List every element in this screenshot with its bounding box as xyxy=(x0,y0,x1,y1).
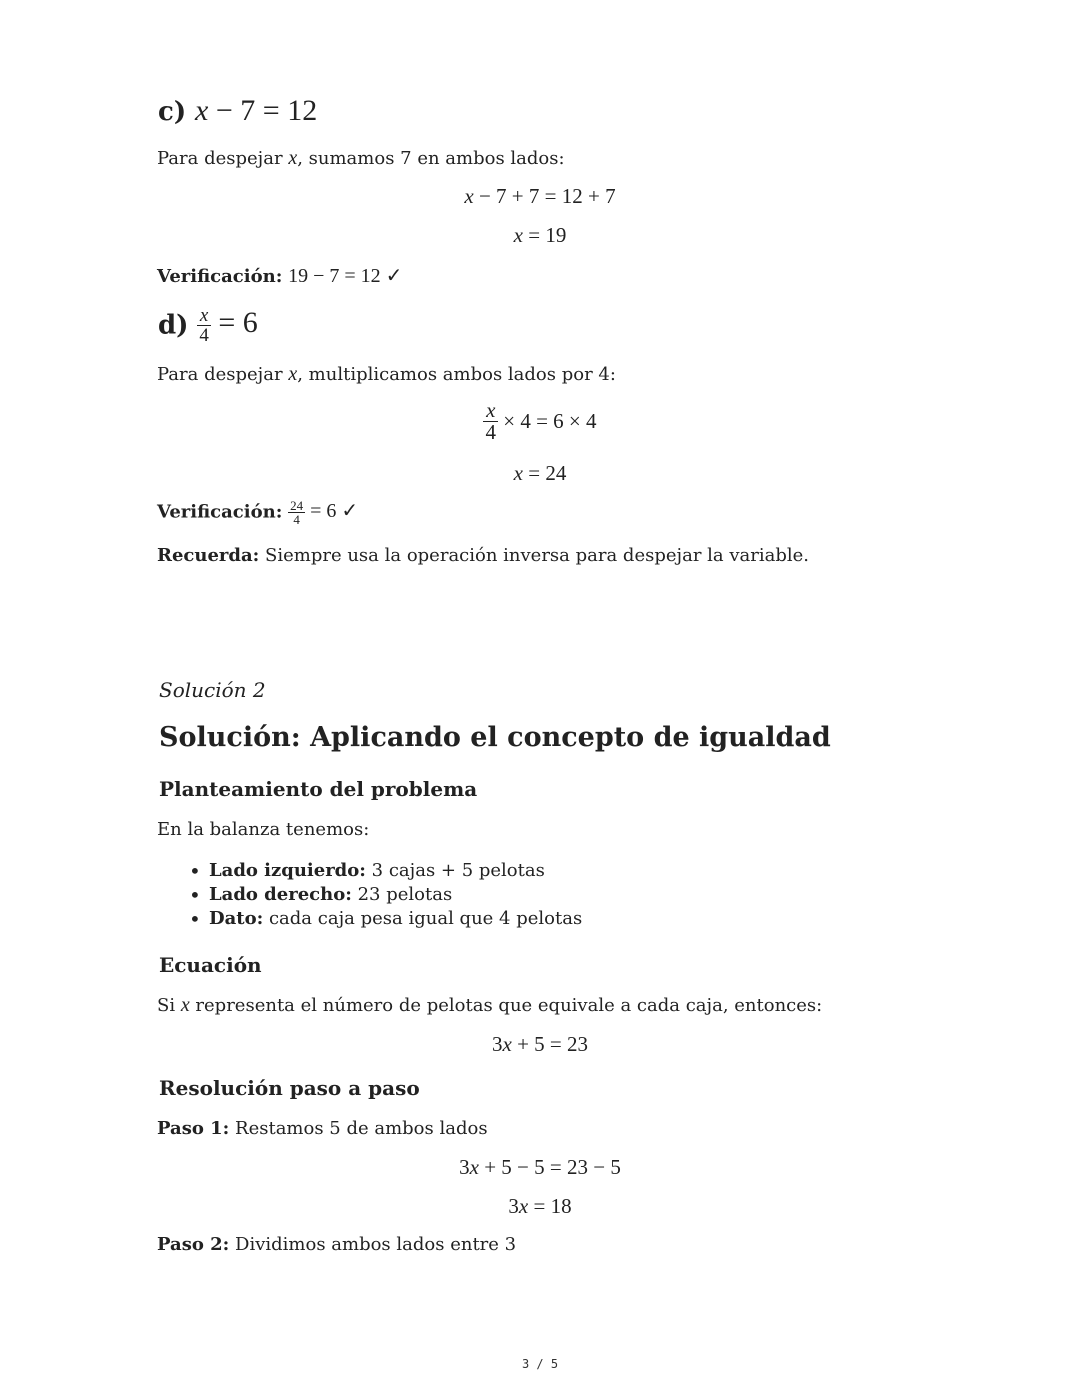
text: , sumamos 7 en ambos lados: xyxy=(297,148,565,169)
math-expression: × 4 = 6 × 4 xyxy=(497,409,597,433)
math-coefficient: 3 xyxy=(491,1032,503,1056)
ecuacion-intro xyxy=(157,994,822,1017)
section-c-intro xyxy=(157,147,565,170)
section-d-step1 xyxy=(0,400,1080,443)
paso2 xyxy=(157,1234,516,1255)
remember-text: Siempre usa la operación inversa para despejar la variable. xyxy=(259,545,810,566)
text: , multiplicamos ambos lados por 4: xyxy=(297,364,616,385)
list-item-label: Lado izquierdo: xyxy=(209,860,366,881)
step-text: Restamos 5 de ambos lados xyxy=(229,1118,488,1139)
math-var: x xyxy=(513,461,523,485)
list-item-text: cada caja pesa igual que 4 pelotas xyxy=(263,908,583,929)
list-item-label: Lado derecho: xyxy=(209,884,352,905)
solution-title: Solución: Aplicando el concepto de igualdad xyxy=(159,722,831,753)
math-var: x xyxy=(513,223,523,247)
ecuacion-equation xyxy=(0,1032,1080,1057)
paso1 xyxy=(157,1118,488,1139)
math-var: x xyxy=(195,94,209,127)
text: representa el número de pelotas que equivale a cada caja, entonces: xyxy=(189,995,823,1016)
denominator: 4 xyxy=(485,420,496,444)
math-expression: + 5 − 5 = 23 − 5 xyxy=(478,1155,621,1179)
balanza-list xyxy=(185,859,582,931)
text: Para despejar xyxy=(157,364,289,385)
math-expression: − 7 + 7 = 12 + 7 xyxy=(473,184,616,208)
math-var: x xyxy=(464,184,474,208)
page-number: 3 / 5 xyxy=(521,1357,559,1371)
math-var: x xyxy=(288,363,298,385)
paso1-equation-1 xyxy=(0,1155,1080,1180)
solution-label: Solución 2 xyxy=(159,678,266,702)
fraction xyxy=(483,400,498,443)
list-item xyxy=(185,907,582,931)
math-expression: = 19 xyxy=(522,223,567,247)
section-d-intro xyxy=(157,363,616,386)
step-label: Paso 2: xyxy=(157,1234,230,1255)
section-d-step2 xyxy=(0,461,1080,486)
list-item-label: Dato: xyxy=(209,908,264,929)
text: Si xyxy=(157,995,181,1016)
section-c-step2 xyxy=(0,223,1080,248)
math-expression: = 24 xyxy=(522,461,567,485)
numerator: x xyxy=(486,398,496,422)
section-d-verification xyxy=(157,498,358,526)
step-text: Dividimos ambos lados entre 3 xyxy=(229,1234,517,1255)
planteamiento-heading: Planteamiento del problema xyxy=(159,777,478,801)
denominator: 4 xyxy=(199,325,209,346)
fraction xyxy=(197,306,211,345)
denominator: 4 xyxy=(288,512,305,526)
remember-label: Recuerda: xyxy=(157,545,260,566)
list-item xyxy=(185,859,582,883)
verification-label: Verificación: xyxy=(157,501,283,523)
balanza-intro: En la balanza tenemos: xyxy=(157,819,370,840)
list-item xyxy=(185,883,582,907)
section-c-step1 xyxy=(0,184,1080,209)
math-var: x xyxy=(502,1032,512,1056)
verification-value: 19 − 7 = 12 ✓ xyxy=(288,265,403,287)
section-d-label: d) xyxy=(158,310,189,341)
verification-value: = 6 ✓ xyxy=(305,500,359,522)
paso1-equation-2 xyxy=(0,1194,1080,1219)
section-c-label: c) xyxy=(158,97,187,127)
ecuacion-heading: Ecuación xyxy=(159,953,262,977)
numerator: 24 xyxy=(290,497,304,513)
math-expression: = 6 xyxy=(210,306,258,340)
section-c-verification xyxy=(157,263,402,288)
step-label: Paso 1: xyxy=(157,1118,230,1139)
remember-note xyxy=(157,545,809,566)
math-var: x xyxy=(469,1155,479,1179)
list-item-text: 23 pelotas xyxy=(351,884,453,905)
math-var: x xyxy=(288,147,298,169)
math-expression: = 18 xyxy=(528,1194,572,1218)
section-c-heading xyxy=(158,94,317,128)
math-coefficient: 3 xyxy=(459,1155,470,1179)
numerator: x xyxy=(199,305,209,326)
math-var: x xyxy=(180,994,190,1016)
list-item-text: 3 cajas + 5 pelotas xyxy=(365,860,545,881)
math-expression: + 5 = 23 xyxy=(511,1032,588,1056)
math-coefficient: 3 xyxy=(508,1194,519,1218)
resolucion-heading: Resolución paso a paso xyxy=(159,1076,420,1100)
verification-label: Verificación: xyxy=(157,266,283,287)
text: Para despejar xyxy=(157,148,289,169)
math-expression: − 7 = 12 xyxy=(208,94,318,127)
math-var: x xyxy=(518,1194,529,1218)
fraction xyxy=(288,499,305,526)
section-d-heading xyxy=(158,306,258,345)
